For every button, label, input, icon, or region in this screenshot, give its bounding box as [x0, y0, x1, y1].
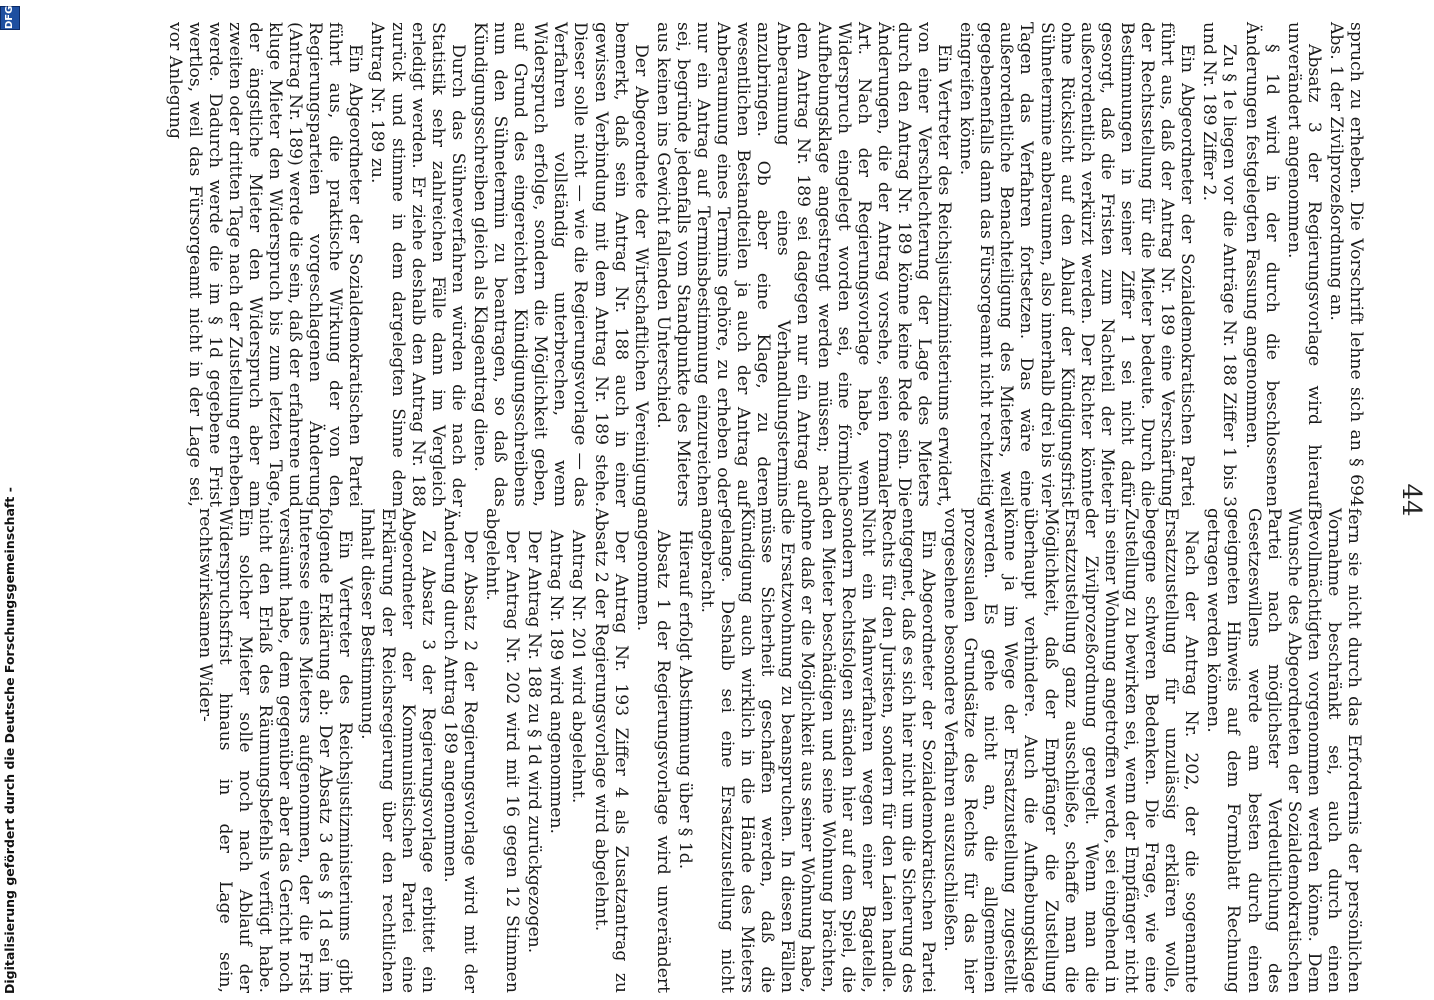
paragraph: Der Antrag Nr. 193 Ziffer 4 als Zusatzantrag zu Absatz 2 der Regierungsvorlage wird abgelehnt.: [590, 508, 631, 993]
paragraph: spruch zu erheben. Die Vorschrift lehne sich an § 694 Abs. 1 der Zivilprozeßordnung an.: [1325, 22, 1366, 507]
paragraph: Ein Vertreter des Reichsjustizministeriums gibt folgende Erklärung ab: Der Absatz 3 des § 1d sei im Interesse eines Mieters aufgenommen, der die Frist versäumt habe, dem gegenüber aber das Gericht noch nicht den Erlaß des Räumungsbefehls verfügt habe. Ein solcher Mieter solle noch nach Ablauf der Widerspruchsfrist hinaus in der Lage sein, rechtswirksamen Wider-: [194, 508, 356, 993]
paragraph: fern sie nicht durch das Erfordernis der persönlichen Vornahme beschränkt sei, auch durch einen Bevollmächtigten vorgenommen werden könne. Dem Wunsche des Abgeordneten der Sozialdemokratischen Partei nach möglichster Verdeutlichung des Gesetzeswillens werde am besten durch einen geeigneten Hinweis auf dem Formblatt Rechnung getragen werden können.: [1203, 508, 1364, 993]
paragraph: Ein Abgeordneter der Sozialdemokratischen Partei entgegnet, daß es sich hier nicht um die Sicherung des Rechts für den Juristen, sondern für den Laien handle. Nicht ein Mahnverfahren wegen einer Bagatelle, sondern Rechtsfolgen ständen hier auf dem Spiel, die den Mieter beschädigen und seine Wohnung brächten, ohne daß er die Möglichkeit aus seiner Wohnung habe, die Ersatzwohnung zu beanspruchen. In diesen Fällen müsse Sicherheit geschaffen werden, daß die Kündigung auch wirklich in die Hände des Mieters gelange. Deshalb sei eine Ersatzzustellung nicht angebracht.: [697, 508, 939, 993]
paragraph: Antrag Nr. 189 wird angenommen.: [546, 530, 567, 834]
paragraph: Ein Abgeordneter der Sozialdemokratischen Partei führt aus, daß der Antrag Nr. 189 eine Verschärfung der Rechtsstellung für die Mieter bedeute. Durch die Bestimmungen in seiner Ziffer 1 sei nicht dafür gesorgt, daß die Fristen zum Nachteil der Mieter außerordentlich verkürzt werden. Der Richter könnte ohne Rücksicht auf den Ablauf der Kündigungsfrist Sühnetermine anberaumen, also innerhalb drei bis vier Tagen das Verfahren fortsetzen. Das wäre eine außerordentliche Benachteiligung des Mieters, weil gegebenenfalls dann das Fürsorgeamt nicht rechtzeitig eingreifen könne.: [956, 22, 1198, 507]
footer: [0, 0, 22, 1000]
dfg-logo: DFG: [0, 6, 20, 30]
digitization-note: Digitalisierung gefördert durch die Deutsche Forschungsgemeinschaft -: [2, 487, 17, 994]
paragraph: Der Antrag Nr. 188 zu § 1d wird zurückgezogen.: [524, 530, 545, 954]
footer-strip: [0, 0, 30, 1000]
paragraph: Der Absatz 2 der Regierungsvorlage wird mit der Änderung durch Antrag 189 angenommen.: [439, 508, 480, 993]
paragraph: Der Abgeordnete der Wirtschaftlichen Vereinigung bemerkt, daß sein Antrag Nr. 188 auch in einer gewissen Verbindung mit dem Antrag Nr. 189 stehe. Dieser solle nicht — wie die Regierungsvorlage — das Verfahren vollständig unterbrechen, wenn Widerspruch erfolge, sondern die Möglichkeit geben, auf Grund des eingereichten Kündigungsschreibens nun den Sühnetermin zu beantragen, so daß das Kündigungsschreiben gleich als Klageantrag diene.: [469, 22, 651, 507]
paragraph: Nach der Antrag Nr. 202, der die sogenannte Ersatzzustellung für unzulässig erklären wolle, begegne schweren Bedenken. Die Frage, wie eine Zustellung zu bewirken sei, wenn der Empfänger nicht in seiner Wohnung angetroffen werde, sei eingehend in der Zivilprozeßordnung geregelt. Wenn man die Ersatzzustellung ganz ausschließe, schaffe man die Möglichkeit, daß der Empfänger die Zustellung überhaupt verhindere. Auch die Aufhebungsklage könne ja im Wege der Ersatzzustellung zugestellt werden. Es gehe nicht an, die allgemeinen prozessualen Grundsätze des Rechts für das hier vorgesehene besondere Verfahren auszuschließen.: [940, 508, 1202, 993]
paragraph: Antrag Nr. 201 wird abgelehnt.: [568, 530, 589, 804]
paragraph: Zu § 1e liegen vor die Anträge Nr. 188 Ziffer 1 bis 3 und Nr. 189 Ziffer 2.: [1199, 22, 1240, 507]
paragraph: Absatz 1 der Regierungsvorlage wird unverändert angenommen.: [632, 508, 673, 993]
left-column: [162, 22, 1366, 507]
page-number: 44: [1396, 483, 1426, 517]
paragraph: Ein Abgeordneter der Sozialdemokratischen Partei führt aus, die praktische Wirkung der von den Regierungsparteien vorgeschlagenen Änderung (Antrag Nr. 189) werde die sein, daß der erfahrene und kluge Mieter den Widerspruch bis zum letzten Tage, der ängstliche Mieter den Widerspruch aber am zweiten oder dritten Tage nach der Zustellung erheben werde. Dadurch werde die im § 1d gegebene Frist wertlos, weil das Fürsorgeamt nicht in der Lage sei, vor Anlegung: [164, 22, 366, 507]
paragraph: Zu Absatz 3 der Regierungsvorlage erbittet ein Abgeordneter der Kommunistischen Partei eine Erklärung der Reichsregierung über den rechtlichen Inhalt dieser Bestimmung.: [357, 508, 438, 993]
paragraph: Durch das Sühneverfahren würden die nach der Statistik sehr zahlreichen Fälle dann im Vergleich erledigt werden. Er ziehe deshalb den Antrag Nr. 188 zurück und stimme in dem dargelegten Sinne dem Antrag Nr. 189 zu.: [367, 22, 468, 507]
paragraph: Ein Vertreter des Reichsjustizministeriums erwidert, von einer Verschlechterung der Lage des Mieters durch den Antrag Nr. 189 könne keine Rede sein. Die Änderungen, die der Antrag vorsehe, seien formaler Art. Nach der Regierungsvorlage habe, wenn Widerspruch eingelegt worden sei, eine förmliche Aufhebungsklage angestrengt werden müssen; nach dem Antrag Nr. 189 sei dagegen nur ein Antrag auf Anberaumung eines Verhandlungstermins anzubringen. Ob aber eine Klage, zu deren wesentlichen Bestandteilen ja auch der Antrag auf Anberaumung eines Termins gehöre, zu erheben oder nur ein Antrag auf Terminsbestimmung einzureichen sei, begründe jedenfalls vom Standpunkte des Mieters aus keinen ins Gewicht fallenden Unterschied.: [652, 22, 955, 507]
paragraph: § 1d wird in der durch die beschlossenen Änderungen festgelegten Fassung angenommen.: [1241, 22, 1282, 507]
right-column: [193, 508, 1364, 993]
paragraph: Absatz 3 der Regierungsvorlage wird hierauf unverändert angenommen.: [1283, 22, 1324, 507]
paragraph: Der Antrag Nr. 202 wird mit 16 gegen 12 Stimmen abgelehnt.: [482, 508, 523, 993]
paragraph: Hierauf erfolgt Abstimmung über § 1d.: [674, 530, 695, 870]
